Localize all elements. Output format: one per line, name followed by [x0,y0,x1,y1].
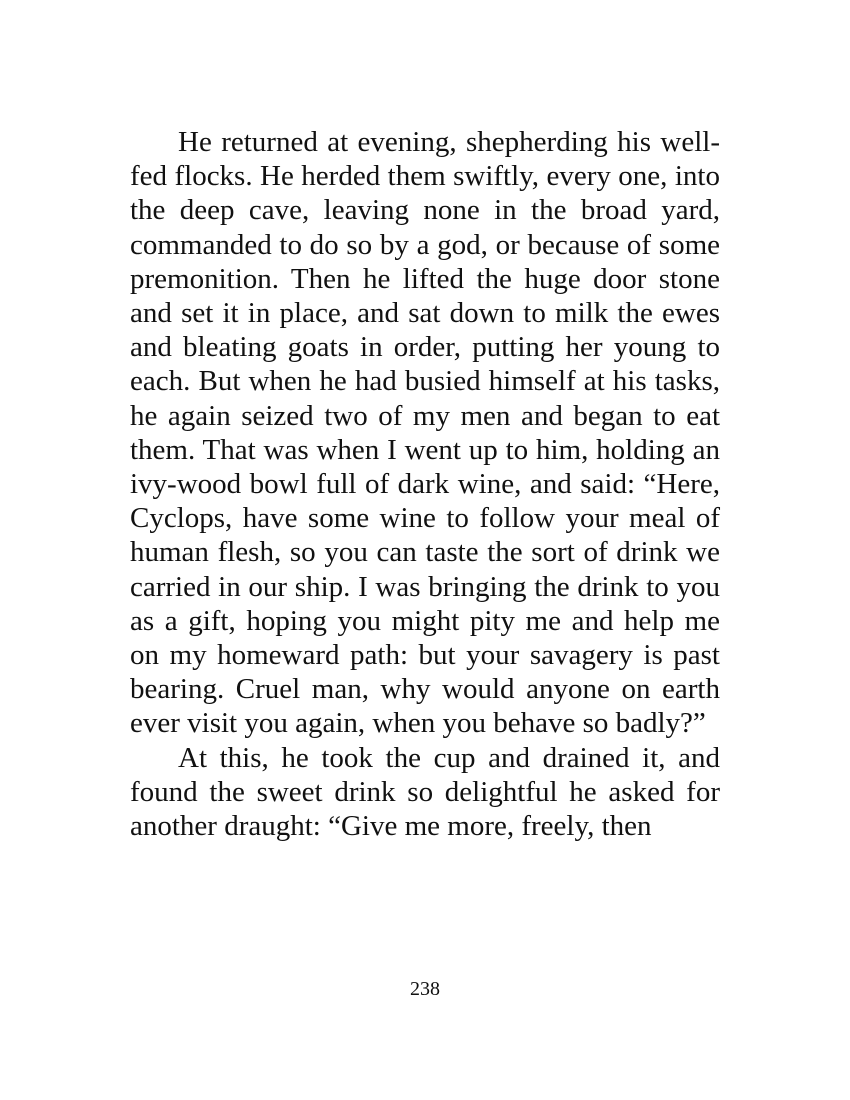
paragraph-2: At this, he took the cup and drained it, and found the sweet drink so delightful he asked for another draught: “Give me more, freely, then [130,741,720,843]
page-number: 238 [410,978,440,1000]
paragraph-1: He returned at evening, shepherding his well-fed flocks. He herded them swiftly, every one, into the deep cave, leaving none in the broad yard, commanded to do so by a god, or because of some premonition. Then he lifted the huge door stone and set it in place, and sat down to milk the ewes and bleating goats in order, putting her young to each. But when he had busied himself at his tasks, he again seized two of my men and began to eat them. That was when I went up to him, holding an ivy-wood bowl full of dark wine, and said: “Here, Cyclops, have some wine to follow your meal of human flesh, so you can taste the sort of drink we carried in our ship. I was bringing the drink to you as a gift, hoping you might pity me and help me on my homeward path: but your savagery is past bearing. Cruel man, why would anyone on earth ever visit you again, when you behave so badly?” [130,126,720,740]
body-text [130,125,720,843]
